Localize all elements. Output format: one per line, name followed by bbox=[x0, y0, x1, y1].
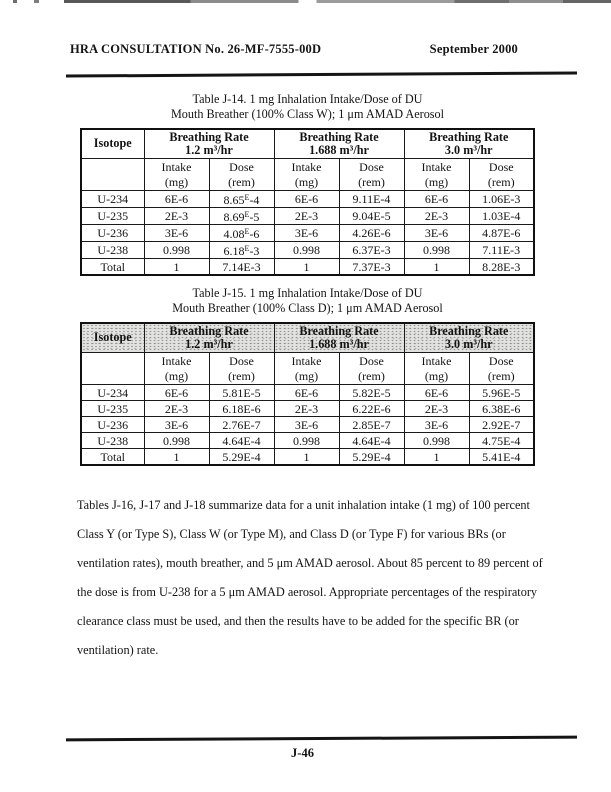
value-cell: 6E-6 bbox=[144, 191, 209, 208]
paragraph-line: the dose is from U-238 for a 5 μm AMAD aerosol. Appropriate percentages of the respiratory bbox=[77, 585, 538, 599]
value-cell: 6.22E-6 bbox=[339, 401, 404, 417]
value-cell: 5.41E-4 bbox=[469, 449, 534, 466]
group-header-row bbox=[81, 323, 534, 353]
value-cell: 6E-6 bbox=[404, 191, 469, 208]
isotope-cell: U-236 bbox=[81, 417, 144, 433]
subheader-unit: (mg) bbox=[424, 368, 449, 383]
subheader-unit: (rem) bbox=[358, 368, 385, 383]
value-cell: 2E-3 bbox=[404, 208, 469, 225]
value-cell: 2E-3 bbox=[144, 401, 209, 417]
subheader-dose bbox=[209, 353, 274, 385]
subheader-dose bbox=[339, 159, 404, 191]
subheader-dose bbox=[339, 353, 404, 385]
value-cell: 2.76E-7 bbox=[209, 417, 274, 433]
table-row bbox=[81, 385, 534, 401]
subheader-label: Dose bbox=[359, 354, 384, 368]
subheader-dose bbox=[469, 159, 534, 191]
page-header bbox=[70, 42, 518, 57]
isotope-header-cell: Isotope bbox=[81, 129, 144, 159]
empty-header-cell bbox=[81, 353, 144, 385]
table-title-line1: Table J-14. 1 mg Inhalation Intake/Dose of DU bbox=[192, 92, 423, 106]
subheader-unit: (rem) bbox=[487, 368, 515, 383]
subheader-unit: (rem) bbox=[358, 174, 385, 189]
value-cell: 9.11E-4 bbox=[339, 191, 404, 208]
breathing-rate-header-2 bbox=[274, 323, 404, 353]
value-cell: 2.92E-7 bbox=[469, 417, 534, 433]
table-row bbox=[81, 225, 534, 242]
subheader-label: Intake bbox=[421, 354, 452, 368]
value-cell: 1 bbox=[274, 259, 339, 276]
page-number: J-46 bbox=[291, 746, 314, 760]
table-row bbox=[81, 433, 534, 449]
paragraph-line: Class Y (or Type S), Class W (or Type M), and Class D (or Type F) for various BRs (or bbox=[77, 527, 506, 541]
table-row bbox=[81, 259, 534, 276]
isotope-cell: U-234 bbox=[81, 385, 144, 401]
group-header-row bbox=[81, 129, 534, 159]
breathing-rate-header-2 bbox=[274, 129, 404, 159]
value-cell: 1.06E-3 bbox=[469, 191, 534, 208]
group-label: Breathing Rate bbox=[429, 323, 509, 338]
table-body bbox=[81, 385, 534, 466]
empty-header-cell bbox=[81, 159, 144, 191]
subheader-unit: (mg) bbox=[164, 174, 189, 189]
value-cell: 9.04E-5 bbox=[339, 208, 404, 225]
subheader-unit: (rem) bbox=[228, 174, 255, 189]
value-cell: 3E-6 bbox=[404, 225, 469, 242]
subheader-unit: (mg) bbox=[164, 368, 189, 383]
value-cell: 4.75E-4 bbox=[469, 433, 534, 449]
subheader-intake bbox=[274, 159, 339, 191]
subheader-unit: (rem) bbox=[228, 368, 255, 383]
group-label: Breathing Rate bbox=[299, 323, 379, 338]
subheader-unit: (rem) bbox=[487, 174, 515, 189]
value-cell: 2E-3 bbox=[274, 401, 339, 417]
value-cell: 6.18E-6 bbox=[209, 401, 274, 417]
paragraph-line: ventilation) rate. bbox=[77, 643, 159, 657]
subheader-dose bbox=[469, 353, 534, 385]
table-row bbox=[81, 449, 534, 466]
group-rate: 1.2 m³/hr bbox=[185, 337, 233, 351]
value-cell: 6.38E-6 bbox=[469, 401, 534, 417]
table-title-line2: Mouth Breather (100% Class D); 1 μm AMAD Aerosol bbox=[172, 301, 443, 315]
value-cell: 6.37E-3 bbox=[339, 242, 404, 259]
value-cell: $4.08^E-6$ bbox=[209, 225, 274, 242]
subheader-label: Dose bbox=[488, 354, 514, 368]
isotope-cell: U-238 bbox=[81, 242, 144, 259]
group-label: Breathing Rate bbox=[429, 129, 509, 144]
subheader-label: Dose bbox=[229, 160, 254, 174]
value-cell: 2E-3 bbox=[144, 208, 209, 225]
group-rate: 3.0 m³/hr bbox=[444, 143, 493, 157]
value-cell: 3E-6 bbox=[274, 225, 339, 242]
breathing-rate-header-3 bbox=[404, 129, 534, 159]
table-row bbox=[81, 401, 534, 417]
value-cell: 1 bbox=[144, 259, 209, 276]
value-cell: 5.29E-4 bbox=[339, 449, 404, 466]
value-cell: 3E-6 bbox=[404, 417, 469, 433]
value-cell: 8.28E-3 bbox=[469, 259, 534, 276]
subheader-label: Dose bbox=[229, 354, 254, 368]
value-cell: 2E-3 bbox=[274, 208, 339, 225]
value-cell: 0.998 bbox=[404, 242, 469, 259]
subheader-intake bbox=[144, 159, 209, 191]
isotope-cell: U-236 bbox=[81, 225, 144, 242]
paragraph-line: clearance class must be used, and then the results have to be added for the specific BR (or bbox=[77, 614, 519, 628]
value-cell: 4.64E-4 bbox=[209, 433, 274, 449]
value-cell: $8.65^E-4$ bbox=[209, 191, 274, 208]
group-label: Breathing Rate bbox=[169, 323, 249, 338]
table-title-line1: Table J-15. 1 mg Inhalation Intake/Dose of DU bbox=[192, 286, 423, 300]
subheader-intake bbox=[404, 353, 469, 385]
paragraph-line: ventilation rates), mouth breather, and 5 μm AMAD aerosol. About 85 percent to 89 percent of bbox=[77, 556, 543, 570]
value-cell: 2E-3 bbox=[404, 401, 469, 417]
value-cell: 3E-6 bbox=[274, 417, 339, 433]
value-cell: 0.998 bbox=[144, 433, 209, 449]
subheader-unit: (mg) bbox=[294, 174, 319, 189]
subheader-intake bbox=[144, 353, 209, 385]
group-rate: 3.0 m³/hr bbox=[444, 337, 493, 351]
value-cell: 2.85E-7 bbox=[339, 417, 404, 433]
subheader-label: Dose bbox=[359, 160, 384, 174]
breathing-rate-header-1 bbox=[144, 129, 274, 159]
table-row bbox=[81, 417, 534, 433]
subheader-unit: (mg) bbox=[294, 368, 319, 383]
value-cell: 4.64E-4 bbox=[339, 433, 404, 449]
value-cell: 6E-6 bbox=[274, 191, 339, 208]
table-j14-section bbox=[80, 92, 535, 276]
isotope-cell: U-235 bbox=[81, 208, 144, 225]
header-rule bbox=[66, 71, 577, 77]
value-cell: 7.11E-3 bbox=[469, 242, 534, 259]
value-cell: 3E-6 bbox=[144, 225, 209, 242]
value-cell: 0.998 bbox=[404, 433, 469, 449]
subheader-label: Intake bbox=[291, 160, 322, 174]
value-cell: 5.96E-5 bbox=[469, 385, 534, 401]
isotope-cell: Total bbox=[81, 449, 144, 466]
subheader-label: Intake bbox=[291, 354, 322, 368]
value-cell: 7.37E-3 bbox=[339, 259, 404, 276]
subheader-intake bbox=[404, 159, 469, 191]
value-cell: 0.998 bbox=[274, 433, 339, 449]
value-cell: 6E-6 bbox=[144, 385, 209, 401]
value-cell: $6.18^E-3$ bbox=[209, 242, 274, 259]
isotope-cell: U-238 bbox=[81, 433, 144, 449]
value-cell: $8.69^E-5$ bbox=[209, 208, 274, 225]
value-cell: 4.87E-6 bbox=[469, 225, 534, 242]
value-cell: 1 bbox=[274, 449, 339, 466]
table-row bbox=[81, 242, 534, 259]
paragraph-line: Tables J-16, J-17 and J-18 summarize data for a unit inhalation intake (1 mg) of 100 percent bbox=[77, 498, 530, 512]
footer-rule bbox=[66, 736, 577, 742]
table-row bbox=[81, 208, 534, 225]
body-paragraph bbox=[77, 491, 571, 665]
table-row bbox=[81, 191, 534, 208]
table-j15 bbox=[80, 322, 535, 466]
subheader-label: Intake bbox=[421, 160, 452, 174]
group-rate: 1.688 m³/hr bbox=[309, 337, 369, 351]
group-label: Breathing Rate bbox=[299, 129, 379, 144]
group-label: Breathing Rate bbox=[169, 129, 249, 144]
sub-header-row bbox=[81, 159, 534, 191]
header-date: September 2000 bbox=[429, 42, 518, 56]
value-cell: 6E-6 bbox=[404, 385, 469, 401]
value-cell: 0.998 bbox=[144, 242, 209, 259]
header-doc-id: HRA CONSULTATION No. 26-MF-7555-00D bbox=[70, 42, 322, 56]
isotope-cell: U-235 bbox=[81, 401, 144, 417]
subheader-intake bbox=[274, 353, 339, 385]
value-cell: 5.82E-5 bbox=[339, 385, 404, 401]
subheader-unit: (mg) bbox=[424, 174, 449, 189]
value-cell: 4.26E-6 bbox=[339, 225, 404, 242]
sub-header-row bbox=[81, 353, 534, 385]
value-cell: 3E-6 bbox=[144, 417, 209, 433]
breathing-rate-header-3 bbox=[404, 323, 534, 353]
breathing-rate-header-1 bbox=[144, 323, 274, 353]
scan-artifact-line bbox=[10, 0, 611, 3]
group-rate: 1.688 m³/hr bbox=[309, 143, 369, 157]
subheader-label: Dose bbox=[488, 160, 514, 174]
isotope-header-cell: Isotope bbox=[81, 323, 144, 353]
group-rate: 1.2 m³/hr bbox=[185, 143, 233, 157]
table-title-line2: Mouth Breather (100% Class W); 1 μm AMAD Aerosol bbox=[170, 107, 445, 121]
table-j14 bbox=[80, 128, 535, 276]
value-cell: 6E-6 bbox=[274, 385, 339, 401]
value-cell: 1 bbox=[404, 449, 469, 466]
isotope-cell: U-234 bbox=[81, 191, 144, 208]
value-cell: 1 bbox=[144, 449, 209, 466]
value-cell: 1 bbox=[404, 259, 469, 276]
isotope-cell: Total bbox=[81, 259, 144, 276]
subheader-label: Intake bbox=[161, 354, 192, 368]
subheader-dose bbox=[209, 159, 274, 191]
value-cell: 0.998 bbox=[274, 242, 339, 259]
value-cell: 1.03E-4 bbox=[469, 208, 534, 225]
table-body bbox=[81, 191, 534, 276]
value-cell: 5.29E-4 bbox=[209, 449, 274, 466]
value-cell: 7.14E-3 bbox=[209, 259, 274, 276]
subheader-label: Intake bbox=[161, 160, 192, 174]
value-cell: 5.81E-5 bbox=[209, 385, 274, 401]
table-j15-section bbox=[80, 286, 535, 466]
